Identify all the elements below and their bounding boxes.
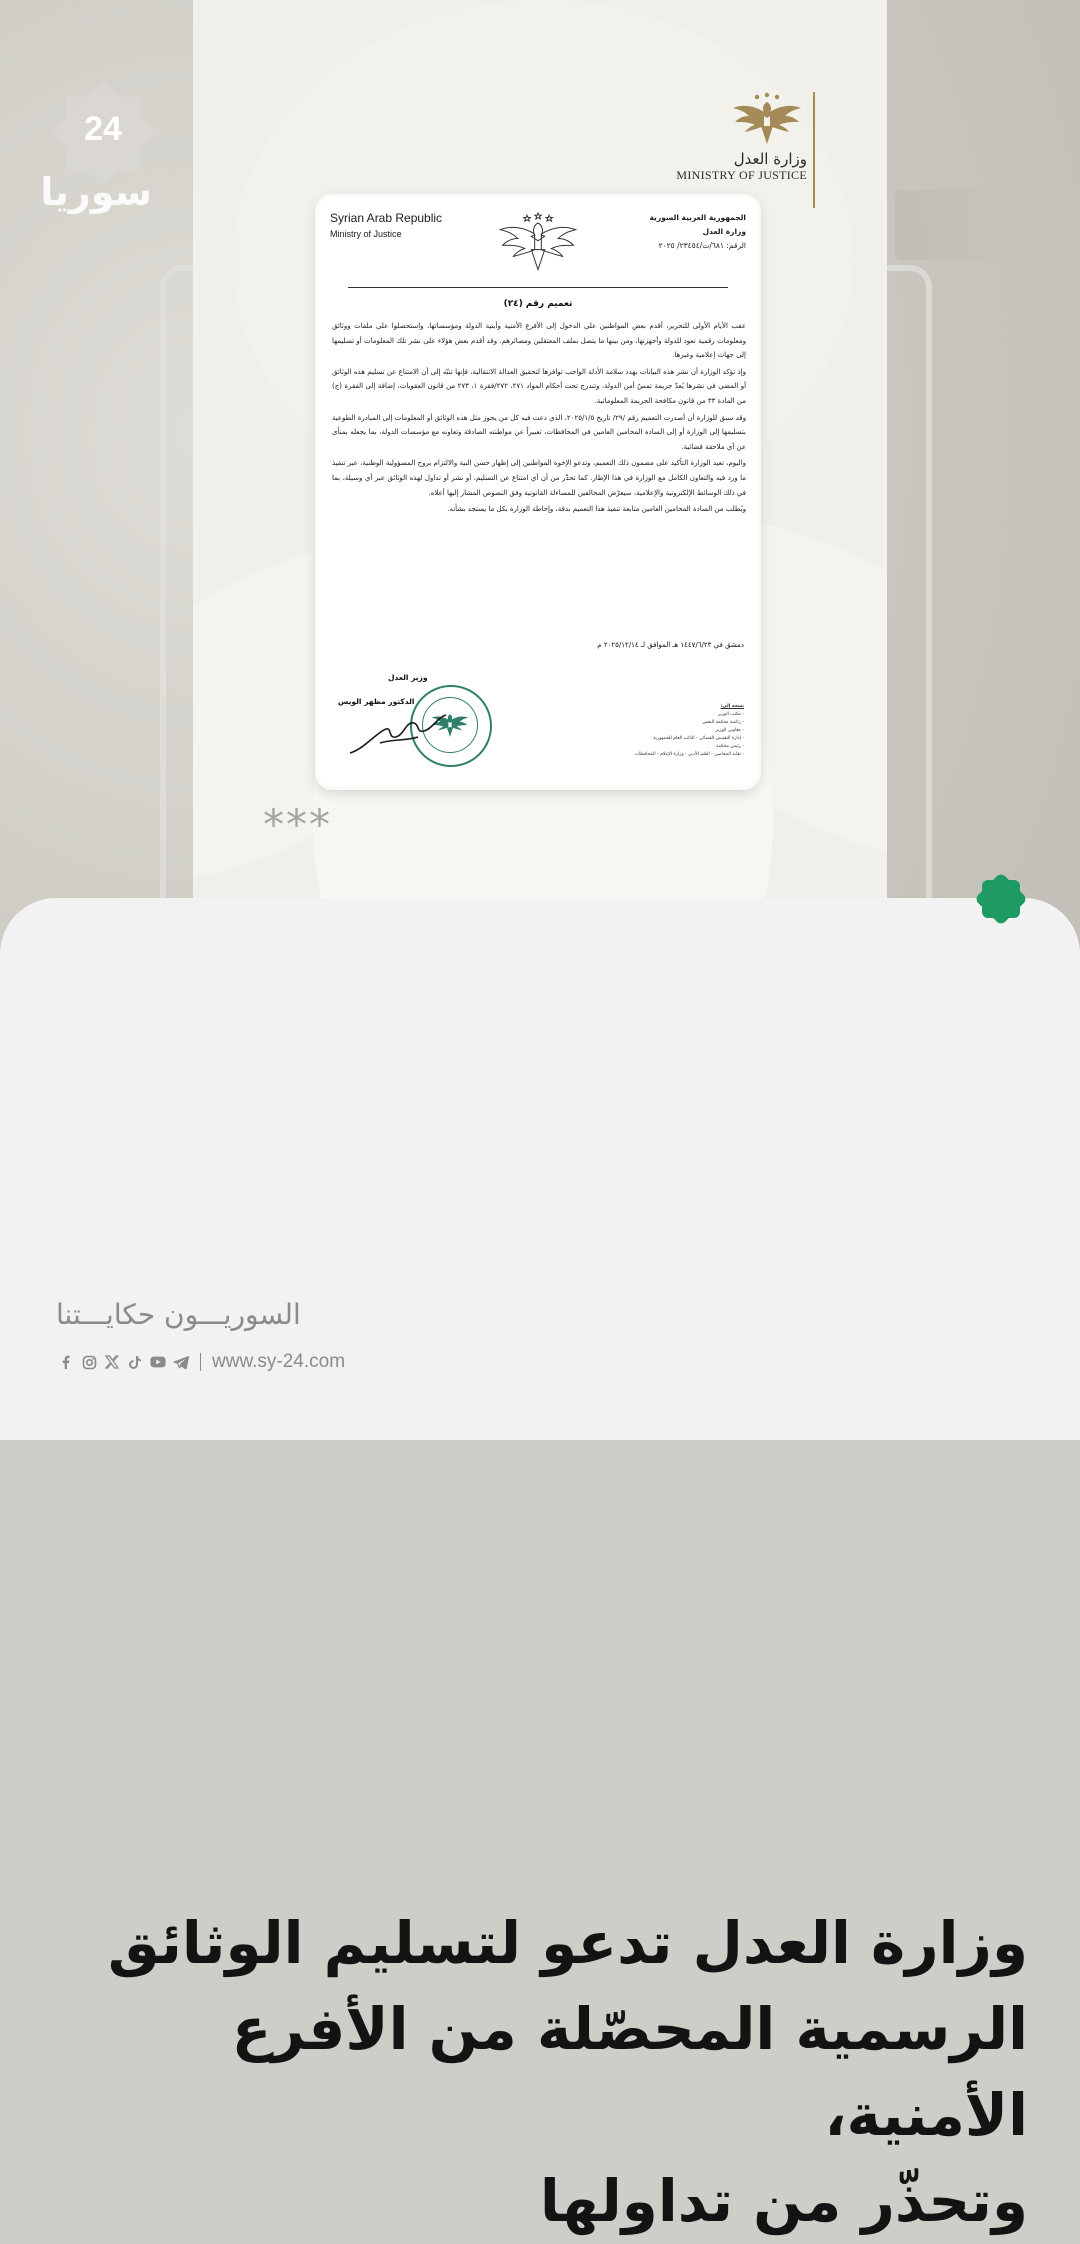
cc-line: - معاوني الوزير — [715, 728, 744, 733]
cc-line: - إدارة التفتيش القضائي - النائب العام للجمهورية — [653, 736, 744, 741]
footer-tagline: السوريـــون حكايـــتنا — [56, 1298, 301, 1331]
brand-logo-number: 24 — [84, 110, 122, 148]
decorative-stars: *** — [263, 800, 332, 849]
headline-line: وزارة العدل تدعو لتسليم الوثائق — [107, 1909, 1028, 1977]
cc-line: - مكتب الوزير — [717, 712, 744, 717]
green-star-badge-icon — [972, 870, 1030, 928]
document-paragraph: واليوم، تعيد الوزارة التأكيد على مضمون ذلك التعميم، وتدعو الإخوة المواطنين إلى إظهار حسن النية والالتزام بروح المسؤولية الوطنية، عبر تنفيذ ما ورد فيه والتعاون الكامل مع الوزارة في هذا الإطار. كما تحذّر من أن أي امتناع عن التسليم، أو نشر أو تداول لهذه الوثائق عبر أي وسيلة، بما في ذلك الوسائط الإلكترونية والإعلامية، سيعرّض المخالفين للمساءلة القانونية وفق النصوص المشار إليها أعلاه. — [332, 459, 746, 497]
document-title: تعميم رقم (٢٤) — [503, 299, 573, 309]
document-paragraph: وقد سبق للوزارة أن أصدرت التعميم رقم /٢٩/ تاريخ ٢٠٢٥/١/٥، الذي دعت فيه كل من يحوز مثل هذه الوثائق أو المعلومات إلى المبادرة الطوعية بتسليمها إلى الوزارة أو إلى السادة المحامين العامين في المحافظات، تعبيراً عن مواطنته الصادقة وتعاونه مع مؤسسات الدولة، بما يجعله بمنأى عن أي ملاحقة قضائية. — [332, 413, 746, 451]
signatory-name: الدكتور مظهر الويس — [338, 697, 415, 706]
signatory-title: وزير العدل — [388, 673, 428, 682]
facebook-icon[interactable] — [58, 1354, 74, 1370]
telegram-icon[interactable] — [173, 1354, 189, 1370]
document-panel — [193, 0, 887, 900]
handwritten-signature — [346, 703, 456, 763]
document-body — [332, 319, 746, 519]
headline-line: الرسمية المحصّلة من الأفرع الأمنية، — [231, 1995, 1028, 2149]
background-blurred-logo — [895, 190, 1005, 260]
badge-shape — [974, 872, 1028, 926]
cc-line: - رئيس محكمة — [716, 744, 744, 749]
youtube-icon[interactable] — [150, 1354, 166, 1370]
instagram-icon[interactable] — [81, 1354, 97, 1370]
document-reference-number: الرقم: ٦٨١/ت/٢٣٤٥٤/ ٢٠٢٥ — [658, 241, 746, 250]
document-paragraph: عقب الأيام الأولى للتحرير، أقدم بعض المواطنين على الدخول إلى الأفرع الأمنية وأبنية الدولة ومؤسساتها، واستحصلوا على ملفات ووثائق ومعلومات رقمية تعود للدولة وأجهزتها، ومن بينها ما يتصل بملف المعتقلين ومصائرهم. وقد أقدم بعض هؤلاء على نشر تلك المعلومات أو تسليمها إلى جهات إعلامية وغيرها. — [332, 322, 746, 360]
document-cc-list — [584, 703, 744, 759]
document-header-ar-line: وزارة العدل — [702, 227, 746, 236]
headline-line: وتحذّر من تداولها — [539, 2167, 1028, 2235]
document-header-ar — [576, 211, 746, 253]
footer-social-bar — [58, 1350, 345, 1374]
headline-card — [0, 898, 1080, 2235]
ministry-logo — [673, 92, 823, 210]
document-paragraph: ويُطلب من السادة المحامين العامين متابعة تنفيذ هذا التعميم بدقة، وإحاطة الوزارة بكل ما يستجد بشأنه. — [447, 505, 746, 514]
tiktok-icon[interactable] — [127, 1354, 143, 1370]
x-icon[interactable] — [104, 1354, 120, 1370]
website-link[interactable]: www.sy-24.com — [212, 1351, 346, 1372]
cc-header: نسخة إلى: — [720, 704, 744, 709]
ministry-name-en: MINISTRY OF JUSTICE — [676, 168, 807, 182]
document-divider — [348, 287, 728, 288]
brand-logo-name: سوريا — [40, 170, 152, 214]
headline — [38, 1900, 1028, 2244]
ministry-name-ar: وزارة العدل — [733, 150, 807, 168]
eagle-emblem-icon — [498, 211, 578, 275]
document-header-en-sub: Ministry of Justice — [330, 229, 402, 239]
cc-line: - نقابة المحامين - القلم الأدبي - وزارة الإعلام - المحافظات — [634, 752, 744, 757]
cc-line: - رئاسة محكمة النقض — [702, 720, 744, 725]
document-paragraph: وإذ تؤكد الوزارة أن نشر هذه البيانات يهدد سلامة الأدلة الواجب توافرها لتحقيق العدالة الانتقالية، فإنها تنبّه إلى أن الامتناع عن تسليم هذه الوثائق أو المضي في نشرها يُعدّ جريمة تمسّ أمن الدولة، وتندرج تحت أحكام المواد ٢٧١، ٢٧٢/فقرة ١، ٢٧٣ من قانون العقوبات، إضافة إلى الفقرة (ج) من المادة ٣٣ من قانون مكافحة الجريمة المعلوماتية. — [332, 367, 747, 405]
official-document — [318, 197, 758, 787]
divider — [813, 92, 815, 208]
document-header-ar-line: الجمهورية العربية السورية — [649, 213, 746, 222]
eagle-emblem-icon — [731, 92, 803, 148]
brand-logo — [58, 88, 148, 178]
document-date: دمشق في ١٤٤٧/٦/٢٣ هـ الموافق لـ ٢٠٢٥/١٢/١٤ م — [597, 641, 744, 649]
footer-separator — [200, 1353, 201, 1371]
document-header-en: Syrian Arab Republic — [330, 211, 443, 225]
